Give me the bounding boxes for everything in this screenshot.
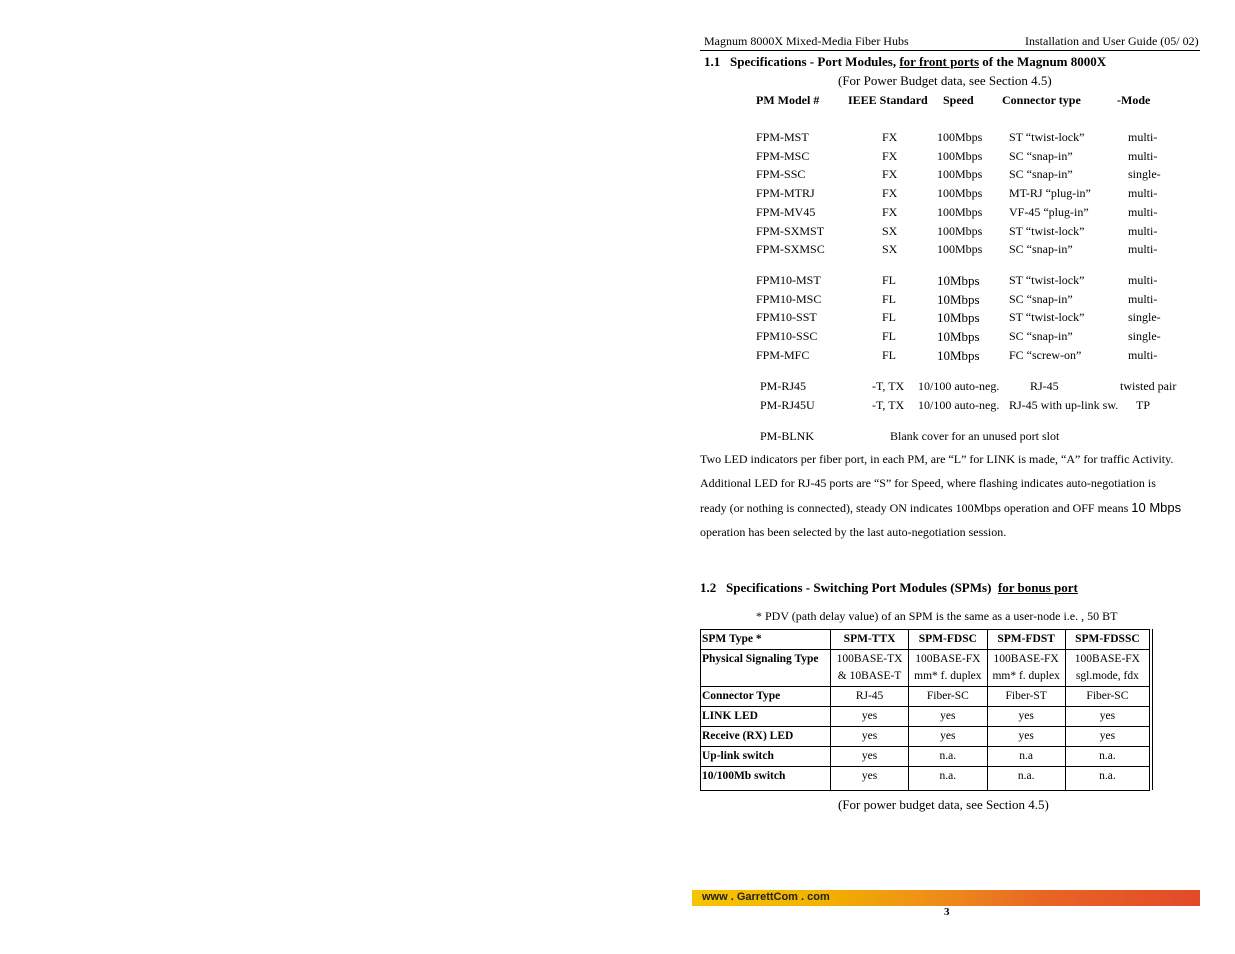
led-paragraph-line-2: Additional LED for RJ-45 ports are “S” for Speed, where flashing indicates auto-negotiation is: [700, 476, 1156, 490]
pm-blank-model: PM-BLNK: [760, 429, 815, 443]
spm-cell: yes: [830, 707, 908, 727]
pm-conn-cell: SC “snap-in”: [1009, 329, 1073, 344]
pm-mode-cell: TP: [1136, 398, 1151, 412]
spm-cell: yes: [830, 727, 908, 747]
pm-conn-cell: RJ-45 with up-link sw.: [1009, 398, 1119, 412]
pm-model-cell: FPM-MFC: [756, 347, 810, 362]
led-paragraph-line-3: [700, 500, 1181, 516]
spm-cell: yes: [909, 727, 987, 747]
pm-speed-cell: 10Mbps: [937, 347, 980, 363]
pm-model-cell: FPM-MSC: [756, 148, 810, 163]
spm-table-header-row: [701, 630, 1150, 650]
pm-speed-cell: 100Mbps: [937, 130, 983, 144]
pm-std-cell: SX: [882, 223, 898, 238]
spm-header-ttx: SPM-TTX: [830, 630, 908, 650]
pm-conn-cell: FC “screw-on”: [1009, 347, 1082, 362]
spm-cell: n.a.: [1065, 747, 1149, 767]
pm-mode-cell: multi-: [1128, 148, 1158, 163]
pm-mode-cell: single-: [1128, 167, 1161, 182]
spm-cell: RJ-45: [830, 687, 908, 707]
power-budget-footnote: (For power budget data, see Section 4.5): [838, 797, 1049, 812]
pm-conn-cell: ST “twist-lock”: [1009, 223, 1085, 238]
pm-std-cell: FX: [882, 130, 898, 144]
pm-mode-cell: multi-: [1128, 223, 1158, 238]
spm-cell: yes: [830, 767, 908, 791]
page-number: 3: [944, 906, 950, 918]
spm-table-row: [701, 707, 1150, 727]
spm-row-label: LINK LED: [701, 707, 831, 727]
spm-spec-table: [700, 629, 1150, 791]
pm-conn-cell: SC “snap-in”: [1009, 167, 1073, 182]
spm-cell: Fiber-SC: [1065, 687, 1149, 707]
pm-model-cell: FPM10-MST: [756, 273, 821, 287]
pm-model-cell: FPM10-SST: [756, 310, 817, 325]
spm-cell: yes: [987, 727, 1065, 747]
spm-cell: Fiber-ST: [987, 687, 1065, 707]
col-header-connector: Connector type: [1002, 93, 1081, 107]
table-double-border: [1152, 629, 1153, 790]
pm-speed-cell: 10Mbps: [937, 329, 980, 345]
spm-cell: 100BASE-FX mm* f. duplex: [987, 650, 1065, 687]
led-paragraph-line-4: operation has been selected by the last auto-negotiation session.: [700, 525, 1007, 539]
section-1-title-post: of the Magnum 8000X: [979, 54, 1107, 69]
col-header-ieee: IEEE Standard: [848, 93, 928, 107]
led-paragraph-speed: 10 Mbps: [1131, 500, 1182, 515]
pm-model-cell: FPM10-SSC: [756, 329, 818, 344]
header-rule: [700, 50, 1200, 51]
pm-mode-cell: multi-: [1128, 242, 1158, 257]
section-2-heading: [700, 580, 1078, 596]
led-paragraph-line-1: Two LED indicators per fiber port, in each PM, are “L” for LINK is made, “A” for traffic Activity.: [700, 452, 1174, 466]
spm-cell: n.a.: [1065, 767, 1149, 791]
pm-mode-cell: multi-: [1128, 186, 1158, 201]
pm-speed-cell: 100Mbps: [937, 148, 983, 163]
pm-mode-cell: multi-: [1128, 130, 1158, 144]
pdv-note: * PDV (path delay value) of an SPM is the same as a user-node i.e. , 50 BT: [756, 609, 1118, 623]
pm-model-cell: FPM-SXMST: [756, 223, 825, 238]
footer-banner: [692, 890, 1200, 906]
spm-table-row: [701, 687, 1150, 707]
pm-std-cell: FL: [882, 273, 897, 287]
pm-model-cell: PM-RJ45: [760, 379, 807, 393]
pm-speed-cell: 100Mbps: [937, 167, 983, 182]
spm-cell: n.a.: [909, 747, 987, 767]
pm-model-cell: PM-RJ45U: [760, 398, 815, 412]
section-1-heading: [704, 54, 1106, 70]
pm-model-cell: FPM-MTRJ: [756, 186, 815, 201]
pm-std-cell: FL: [882, 347, 897, 362]
led-paragraph-line-3-text: ready (or nothing is connected), steady ON indicates 100Mbps operation and OFF means: [700, 501, 1132, 515]
spm-row-label: 10/100Mb switch: [701, 767, 831, 791]
pm-mode-cell: multi-: [1128, 347, 1158, 362]
spm-row-label: Physical Signaling Type: [701, 650, 831, 687]
spm-cell: n.a: [987, 747, 1065, 767]
section-1-title-underlined: for front ports: [899, 54, 980, 69]
spm-table-row: [701, 747, 1150, 767]
spm-header-fdssc: SPM-FDSSC: [1065, 630, 1149, 650]
pm-model-cell: FPM10-MSC: [756, 291, 822, 306]
pm-std-cell: FL: [882, 291, 897, 306]
section-2-title: Specifications - Switching Port Modules (SPMs): [726, 580, 992, 595]
col-header-speed: Speed: [943, 93, 974, 107]
pm-conn-cell: SC “snap-in”: [1009, 291, 1073, 306]
pm-std-cell: FX: [882, 167, 898, 182]
spm-header-fdst: SPM-FDST: [987, 630, 1065, 650]
pm-model-cell: FPM-SSC: [756, 167, 806, 182]
pm-speed-cell: 10Mbps: [937, 273, 980, 288]
pm-std-cell: FX: [882, 204, 898, 219]
spm-table-body: [701, 650, 1150, 791]
pm-mode-cell: single-: [1128, 310, 1161, 325]
pm-conn-cell: ST “twist-lock”: [1009, 310, 1085, 325]
pm-mode-cell: multi-: [1128, 291, 1158, 306]
spm-header-fdsc: SPM-FDSC: [909, 630, 987, 650]
spm-row-label: Receive (RX) LED: [701, 727, 831, 747]
pm-mode-cell: multi-: [1128, 273, 1158, 287]
pm-speed-cell: 10/100 auto-neg.: [918, 379, 1000, 393]
pm-std-cell: FX: [882, 186, 898, 201]
pm-speed-cell: 100Mbps: [937, 242, 983, 257]
pm-model-cell: FPM-SXMSC: [756, 242, 825, 257]
spm-cell: n.a.: [987, 767, 1065, 791]
footer-url: www . GarrettCom . com: [702, 891, 830, 903]
pm-speed-cell: 100Mbps: [937, 186, 983, 201]
pm-speed-cell: 100Mbps: [937, 223, 983, 238]
spm-cell: yes: [830, 747, 908, 767]
pm-std-cell: FL: [882, 310, 897, 325]
pm-speed-cell: 10Mbps: [937, 291, 980, 307]
pm-conn-cell: RJ-45: [1030, 379, 1059, 393]
spm-cell: Fiber-SC: [909, 687, 987, 707]
spm-cell: yes: [1065, 707, 1149, 727]
pm-conn-cell: MT-RJ “plug-in”: [1009, 186, 1091, 201]
section-1-title-pre: Specifications - Port Modules,: [730, 54, 900, 69]
spm-table-row: [701, 727, 1150, 747]
pm-speed-cell: 10Mbps: [937, 310, 980, 326]
pm-std-cell: FX: [882, 148, 898, 163]
pm-conn-cell: ST “twist-lock”: [1009, 130, 1085, 144]
spm-cell: n.a.: [909, 767, 987, 791]
pm-mode-cell: single-: [1128, 329, 1161, 344]
pm-mode-cell: twisted pair: [1120, 379, 1177, 393]
section-2-number: 1.2: [700, 580, 717, 595]
header-right: Installation and User Guide (05/ 02): [1025, 34, 1199, 48]
pm-speed-cell: 100Mbps: [937, 204, 983, 219]
section-1-number: 1.1: [704, 54, 721, 69]
pm-conn-cell: VF-45 “plug-in”: [1009, 204, 1089, 219]
pm-blank-desc: Blank cover for an unused port slot: [890, 429, 1060, 443]
pm-model-cell: FPM-MST: [756, 130, 809, 144]
spm-table-row: [701, 650, 1150, 687]
spm-cell: 100BASE-TX & 10BASE-T: [830, 650, 908, 687]
spm-cell: yes: [987, 707, 1065, 727]
header-left: Magnum 8000X Mixed-Media Fiber Hubs: [704, 34, 909, 48]
pm-conn-cell: SC “snap-in”: [1009, 242, 1073, 257]
section-2-title-underlined: for bonus port: [997, 580, 1078, 595]
pm-conn-cell: SC “snap-in”: [1009, 148, 1073, 163]
spm-cell: 100BASE-FX mm* f. duplex: [909, 650, 987, 687]
spm-cell: 100BASE-FX sgl.mode, fdx: [1065, 650, 1149, 687]
pm-mode-cell: multi-: [1128, 204, 1158, 219]
pm-conn-cell: ST “twist-lock”: [1009, 273, 1085, 287]
pm-std-cell: -T, TX: [872, 379, 905, 393]
section-1-subtitle: (For Power Budget data, see Section 4.5): [838, 73, 1052, 88]
pm-std-cell: FL: [882, 329, 897, 344]
pm-std-cell: -T, TX: [872, 398, 905, 412]
spm-row-label: Up-link switch: [701, 747, 831, 767]
pm-std-cell: SX: [882, 242, 898, 257]
pm-model-cell: FPM-MV45: [756, 204, 816, 219]
spm-cell: yes: [1065, 727, 1149, 747]
spm-header-type: SPM Type *: [701, 630, 831, 650]
spm-row-label: Connector Type: [701, 687, 831, 707]
pm-speed-cell: 10/100 auto-neg.: [918, 398, 1000, 412]
col-header-mode: -Mode: [1117, 93, 1151, 107]
col-header-model: PM Model #: [756, 93, 820, 107]
spm-cell: yes: [909, 707, 987, 727]
spm-table-row: [701, 767, 1150, 791]
